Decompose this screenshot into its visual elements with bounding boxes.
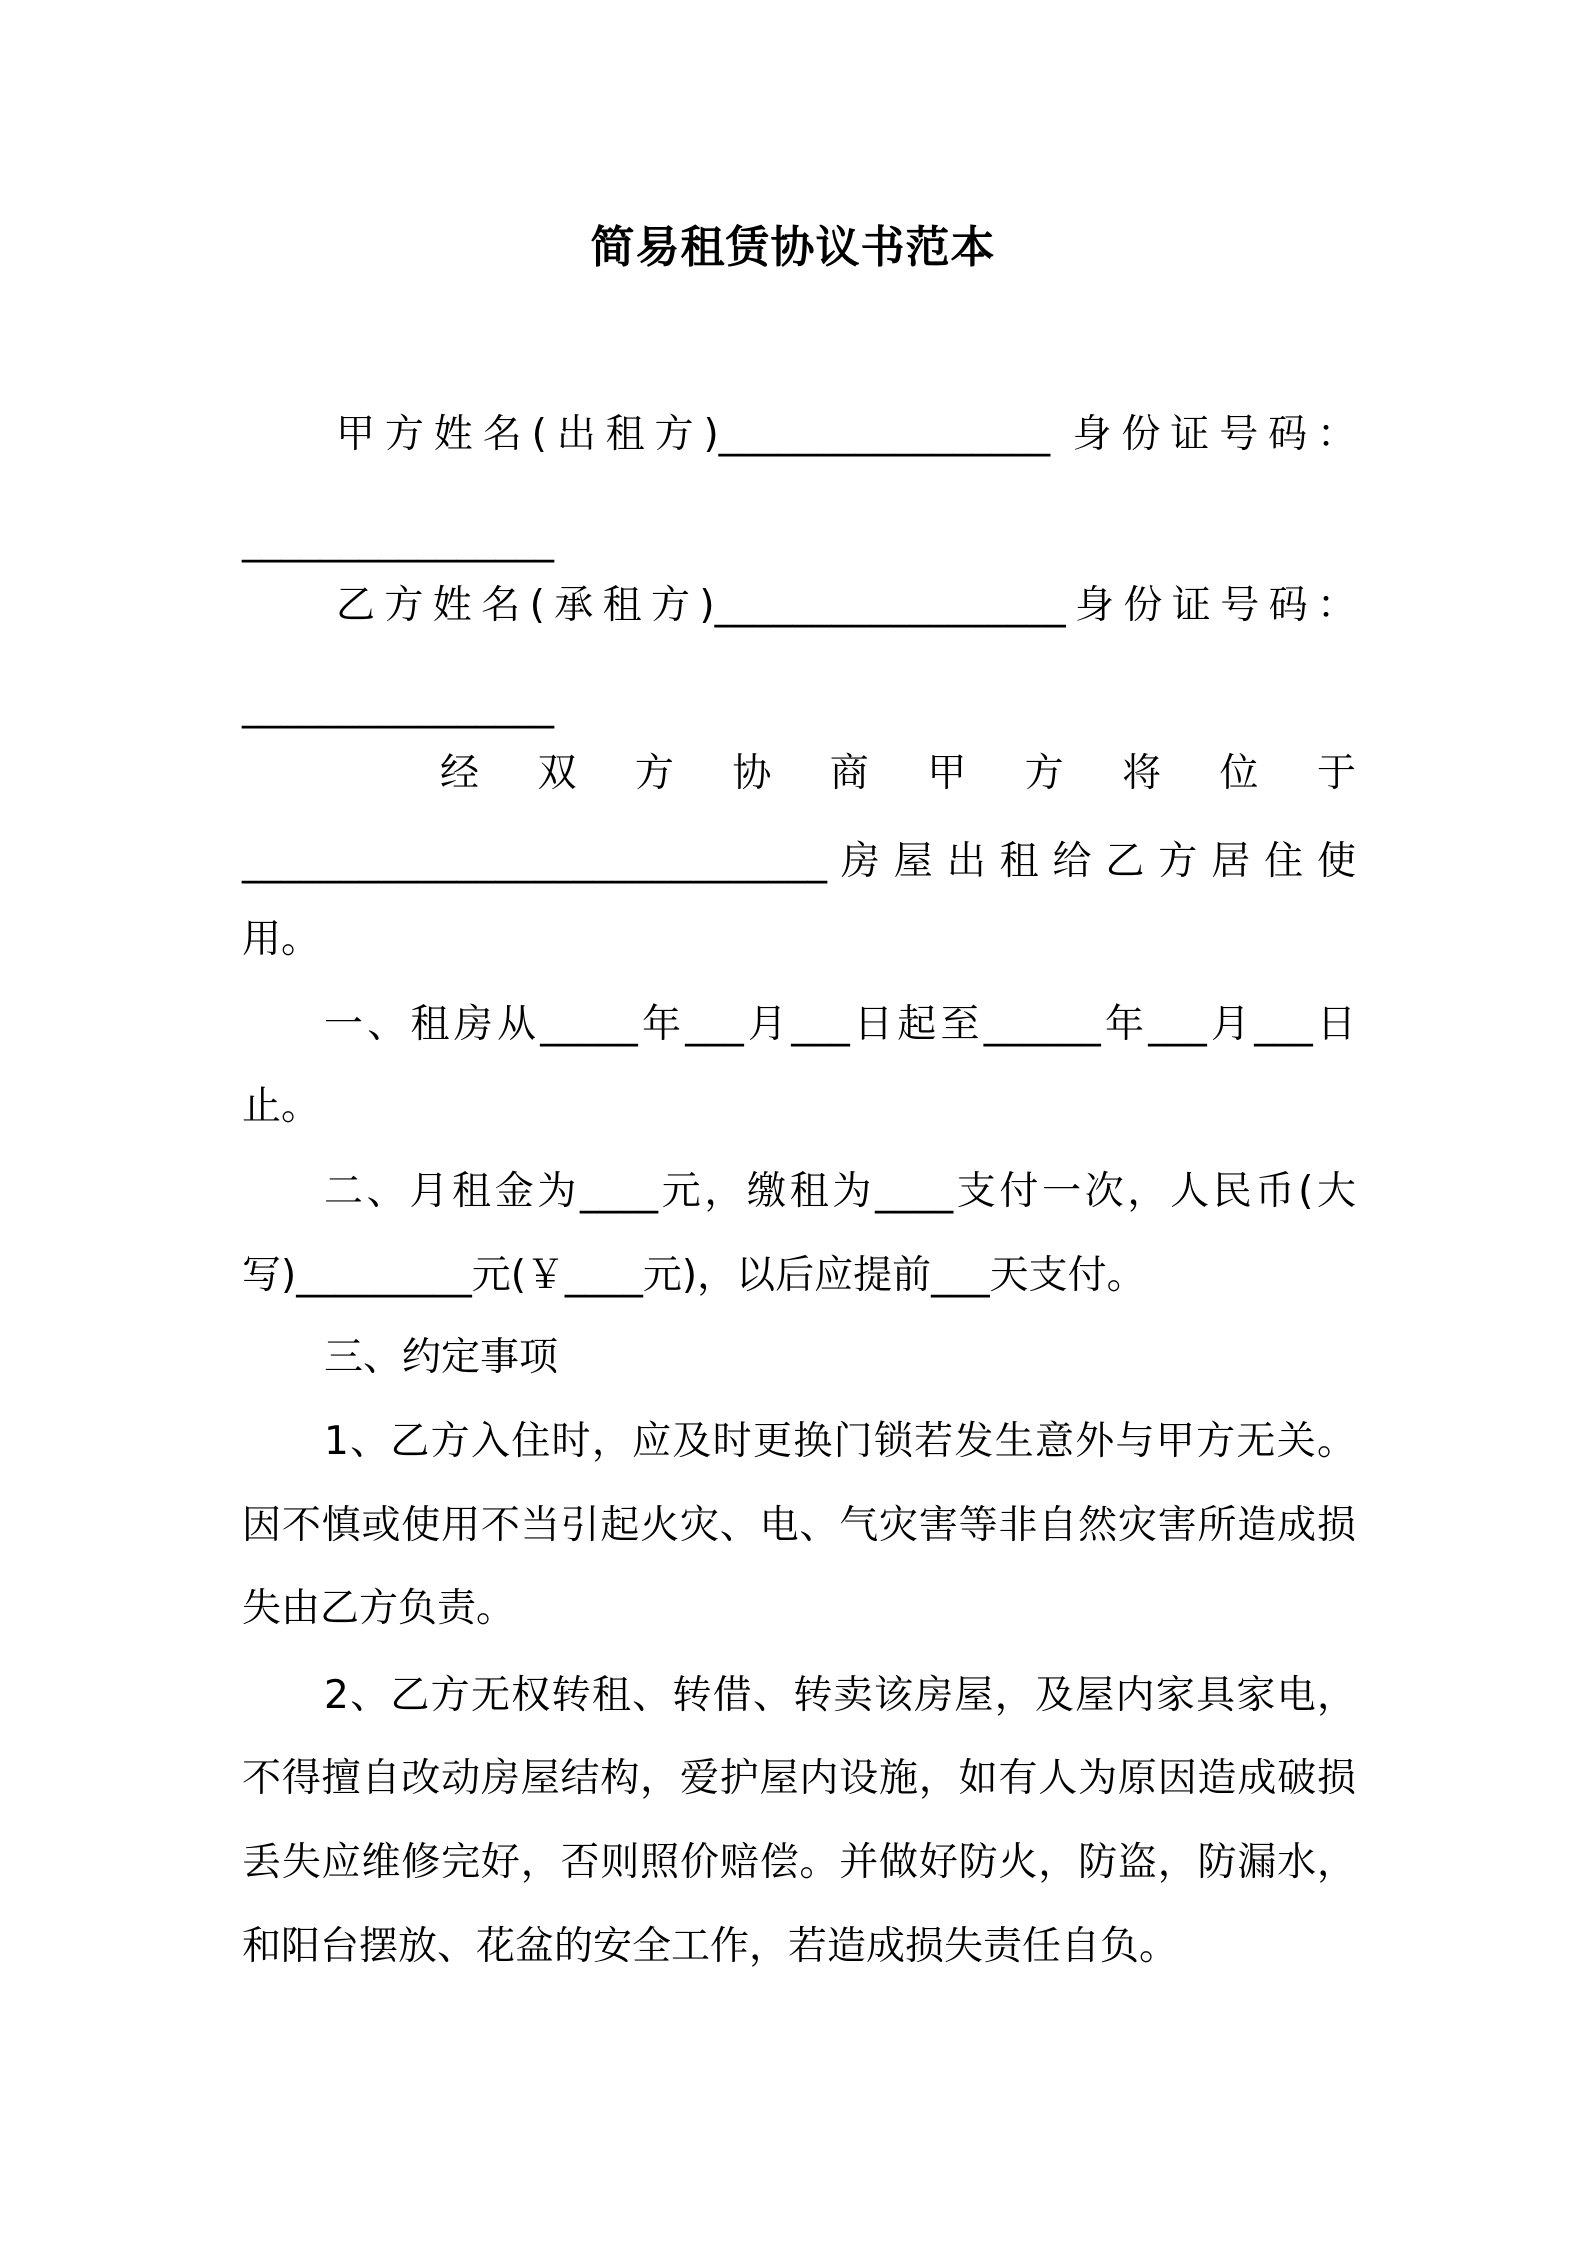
- item-2-line-2: 不得擅自改动房屋结构，爱护屋内设施，如有人为原因造成破损: [242, 1756, 1356, 1801]
- item-1-line-2: 因不慎或使用不当引起火灾、电、气灾害等非自然灾害所造成损: [242, 1503, 1356, 1548]
- item-1-line-3: 失由乙方负责。: [242, 1586, 516, 1631]
- clause-1-term: 一、租房从_____年___月___日起至______年___月___日: [324, 1002, 1356, 1047]
- clause-3-heading: 三、约定事项: [324, 1335, 559, 1380]
- item-1-line-1: 1、乙方入住时，应及时更换门锁若发生意外与甲方无关。: [324, 1419, 1356, 1464]
- property-address-end: 用。: [242, 917, 321, 962]
- item-2-line-4: 和阳台摆放、花盆的安全工作，若造成损失责任自负。: [242, 1924, 1179, 1969]
- property-address-line: ______________________________房屋出租给乙方居住使: [242, 839, 1356, 884]
- clause-2-rent-cont: 写)_________元(￥____元)，以后应提前___天支付。: [242, 1253, 1146, 1298]
- clause-1-term-end: 止。: [242, 1084, 321, 1129]
- party-a-id-blank: ________________: [242, 518, 554, 563]
- item-2-line-3: 丢失应维修完好，否则照价赔偿。并做好防火，防盗，防漏水，: [242, 1840, 1356, 1885]
- clause-2-rent: 二、月租金为____元，缴租为____支付一次，人民币(大: [324, 1169, 1356, 1214]
- item-2-line-1: 2、乙方无权转租、转借、转卖该房屋，及屋内家具家电，: [324, 1673, 1356, 1718]
- party-a-line: 甲方姓名(出租方)_________________ 身份证号码：: [336, 412, 1356, 457]
- party-b-line: 乙方姓名(承租方)__________________身份证号码：: [336, 583, 1356, 628]
- document-title: 简易租赁协议书范本: [590, 222, 996, 273]
- agreement-intro-line: 经 双 方 协 商 甲 方 将 位 于: [440, 751, 1356, 796]
- party-b-id-blank: ________________: [242, 684, 554, 729]
